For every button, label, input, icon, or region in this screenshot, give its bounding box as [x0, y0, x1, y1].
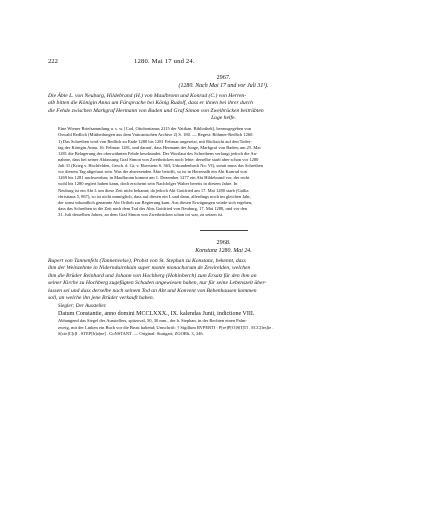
regest-line: die Fehde zwischen Markgraf Hermann von Baden und Graf Simon von Zweibrücken beitrübten — [48, 107, 264, 114]
regest-line: ihm der Weinzehnte in Nidernduirnkain super monte monachorum de Zewirelden, welchen — [48, 265, 251, 272]
regest-line: seiner Kirche zu Hochberg zugefügten Schaden angewiesen haben, nur für seine Lebenszeit über- — [48, 280, 267, 287]
regest-paragraph — [48, 258, 399, 302]
separator-rule — [200, 230, 248, 231]
note-line: 1281 die Belagerung der oberwähnten Fehde beurkundet. Der Wortlaut des Schreibens verlangt jedoch die An- — [58, 151, 258, 156]
note-line: 1) Das Schreiben wird von Redlich zu Ende 1280 bis 1281 Februar angesetzt, mit Rücksicht auf den Todes- — [58, 138, 252, 144]
regest-line: lassen sei und dass derselbe nach seinem Tod an Abt und Konvent von Bebenhausen kommen — [48, 287, 257, 294]
footnote-paragraph — [48, 139, 399, 218]
entry-number: 2968. — [216, 239, 231, 247]
note-line: nahme, dass bei seiner Abfassung Graf Simon von Zweibrücken noch lebte; derselbe starb aber schon vor 1280 — [58, 157, 259, 163]
entry-number: 2967. — [216, 74, 231, 81]
entry-date: (1280. Nach Mai 17 und vor Juli 31¹). — [178, 83, 269, 89]
regest-line: ihm die Brüder Reinhard und Johann von Hochberg (Hohinberch) zum Ersatz für den ihm an — [48, 272, 257, 279]
regest-line: soll, an welche ihn jene Brüder verkauft haben. — [48, 295, 155, 302]
regest-line: Rupert von Tannenfels (Tannenvelse), Probst von St. Stephan zu Konstanz, bekennt, dass — [48, 258, 246, 265]
source-line: Eine Wiener Briefsammlung u. s. w. [Cod. Ottobonianus 2115 der Vatikan. Bibliothek], herausgegeben von — [58, 125, 252, 131]
note-line: tag der Königin Anna, 16. Februar 1281, und darauf, dass Hermann der Junge, Markgraf von Baden, am 25. Mai — [58, 144, 261, 150]
note-line: der sonst urkundlich genannte Abt Ortlieb zur Regierung kam. Aus diesen Erwägungen würde sich ergeben, — [58, 199, 253, 205]
note-line: 31. Juli desselben Jahres, an dem Graf Simon von Zweibrücken schon tot war, zu setzen ist. — [58, 211, 224, 217]
page-number: 222 — [48, 58, 58, 65]
source-line: Abhangend das Siegel des Ausstellers, spitzoval, 50, 30 mm., der h. Stephan, in der Rechten einen Palm- — [58, 318, 247, 324]
source-line: zweig, mit der Linken ein Buch vor die Brust haltend; Umschrift: † Sigillum RVPERTI · P[re]P[O]S[I]TI . ECC[les]ie . — [58, 324, 274, 330]
note-line: dass das Schreiben in die Zeit nach dem Tod des Abts Gottfried von Neuburg, 17. Mai 1280, und vor den — [58, 205, 247, 211]
regest-paragraph — [48, 93, 399, 123]
note-line: 1269 bis 1281 nachweisbar; in Maulbronn kommt am 1. Dezember 1277 ein Abt Hildebrand vor, der recht — [58, 175, 250, 181]
page-header — [48, 58, 399, 66]
source-line: S[cte]C[i]I . STEP[h]a[ne] . CoNSTANT. — Original: Stuttgart; ZGORh. 3, 346. — [58, 330, 204, 336]
source-paragraph — [48, 318, 399, 336]
note-line: Neuburg ist ein Abt L um diese Zeit nicht bekannt; da jedoch Abt Gottfried am 17. Mai 1280 starb (Gallia — [58, 187, 249, 193]
note-line: christiana 5, 867), so ist nicht unmöglich, dass auf diesen ein L und dann, allerdings noch im gleichen Jahr, — [58, 193, 251, 199]
note-line: Juli 31 (Krieg v. Hochfelden, Gesch. d. Gr. v. Eberstein S. 363, Urkundenbuch No. VI), somit muss das Schreiben — [58, 163, 264, 169]
regest-line: alb bitten die Königin Anna um Fürsprache bei König Rudolf, dass er ihnen bei ihrer durch — [48, 100, 253, 107]
entry-date: Konstanz 1280. Mai 24. — [195, 248, 252, 255]
running-title: 1280. Mai 17 und 24. — [134, 58, 195, 65]
source-paragraph — [48, 126, 399, 138]
regest-line: Die Äbte L. von Neuburg, Hildebrand (H.) von Maulbronn und Konrad (C.) von Herren- — [48, 93, 247, 99]
entry-2967 — [48, 74, 399, 218]
note-line: vor diesem Tag abgefasst sein. Was die abwesenden Äbte betrifft, so ist in Herrenalb ein Abt Konrad von — [58, 169, 247, 175]
source-line: Oswald Redlich (Mittheilungen aus dem Vaticanischen Archive 2) S. 180. — Regest: Böhmer-Redlich 1260. — [58, 131, 254, 137]
sealer-note: Siegler: Der Aussteller. — [58, 303, 107, 310]
datum-line: Datum Constantie, anno domini MCCLXXX., IX. kalendas Junii, indictione VIII. — [58, 311, 255, 318]
regest-line: Lage helfe. — [211, 115, 236, 122]
entry-2968 — [48, 239, 399, 337]
note-line: wohl bis 1280 regiert haben kann, doch erscheint sein Nachfolger Walter bereits in diesem Jahre. In — [58, 181, 238, 187]
